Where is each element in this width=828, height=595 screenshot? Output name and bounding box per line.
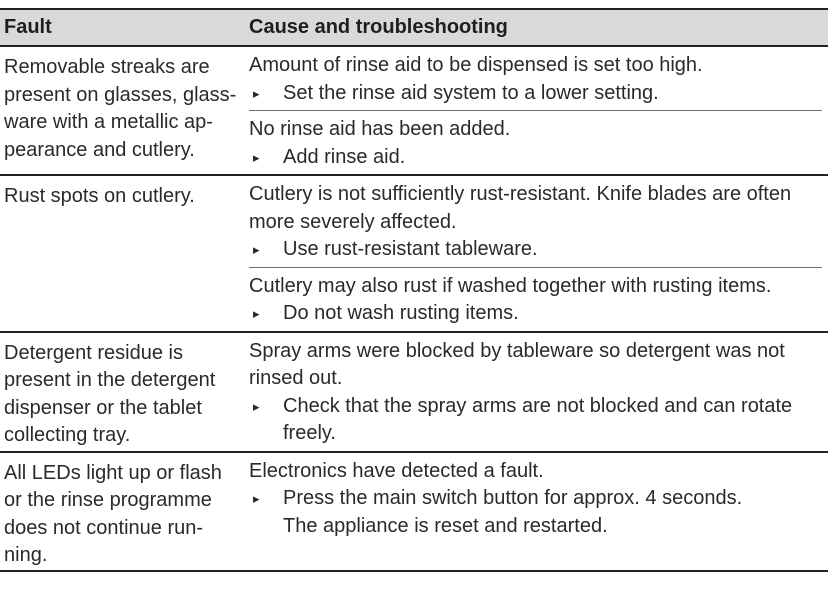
fault-text-line: present in the detergent [4,369,216,391]
remedy-text [283,485,822,540]
remedy-step [249,236,822,264]
cause-text-line: Cutlery is not sufficiently rust-resistant. Knife blades are often [249,183,792,205]
triangle-bullet-icon: ▸ [253,85,260,101]
remedy-text-line: freely. [283,422,336,444]
triangle-bullet-icon: ▸ [253,242,260,257]
cause-entry [249,176,822,267]
cause-entry [249,333,822,451]
remedy-text-line: Set the rinse aid system to a lower setting. [283,81,659,104]
table-row [0,46,828,175]
fault-text-line: does not continue run- [4,516,204,539]
cause-entry [249,267,822,331]
table-row [0,332,828,452]
cause-text-line: more severely affected. [249,210,457,233]
fault-cell [0,332,246,452]
fault-text-line: present on glasses, glass- [4,83,237,106]
remedy-step [249,80,822,108]
cause-text-line: Cutlery may also rust if washed together with rusting items. [249,274,772,297]
cause-entry [249,47,822,110]
remedy-text-line: Check that the spray arms are not blocked and can rotate [283,394,793,417]
cause-text-line: rinsed out. [249,367,343,389]
troubleshooting-table [0,10,828,572]
fault-text-line: Rust spots on cutlery. [4,185,195,207]
table-row [0,452,828,571]
fault-cell [0,452,246,571]
fault-text-line: dispenser or the tablet [4,396,202,419]
triangle-bullet-icon: ▸ [253,398,260,414]
remedy-step [249,393,822,448]
remedy-step [249,485,822,540]
cause-entry [249,453,822,544]
fault-cell [0,175,246,332]
fault-text-line: pearance and cutlery. [4,138,195,161]
cause-cell [246,332,828,452]
remedy-text-line: Do not wash rusting items. [283,302,519,324]
cause-cell [246,46,828,175]
remedy-text [283,393,822,448]
fault-text-line: ning. [4,544,48,566]
cause-entry [249,110,822,174]
remedy-text [283,300,822,328]
remedy-text-line: Press the main switch button for approx. 4 seconds. [283,487,743,509]
cause-column-header: Cause and troubleshooting [246,10,828,46]
remedy-text [283,236,822,264]
cause-text-line: No rinse aid has been added. [249,118,511,140]
cause-cell [246,452,828,571]
remedy-text-line: Use rust-resistant tableware. [283,238,538,260]
table-row [0,175,828,332]
fault-text-line: Detergent residue is [4,341,183,364]
triangle-bullet-icon: ▸ [253,149,260,165]
cause-text-line: Spray arms were blocked by tableware so detergent was not [249,339,785,362]
remedy-text [283,80,822,108]
fault-text-line: Removable streaks are [4,56,210,78]
remedy-text-line: Add rinse aid. [283,145,406,168]
fault-cell [0,46,246,175]
fault-text-line: ware with a metallic ap- [4,111,213,133]
fault-column-header: Fault [0,10,246,46]
fault-text-line: All LEDs light up or flash [4,461,222,484]
remedy-step [249,144,822,172]
cause-text-line: Amount of rinse aid to be dispensed is set too high. [249,54,703,76]
triangle-bullet-icon: ▸ [253,306,260,321]
cause-text-line: Electronics have detected a fault. [249,459,544,482]
remedy-text-line: The appliance is reset and restarted. [283,514,608,537]
fault-text-line: collecting tray. [4,424,131,446]
table-header-row [0,10,828,46]
remedy-step [249,300,822,328]
cause-cell [246,175,828,332]
fault-text-line: or the rinse programme [4,489,212,511]
table-body [0,46,828,571]
remedy-text [283,144,822,172]
triangle-bullet-icon: ▸ [253,491,260,506]
